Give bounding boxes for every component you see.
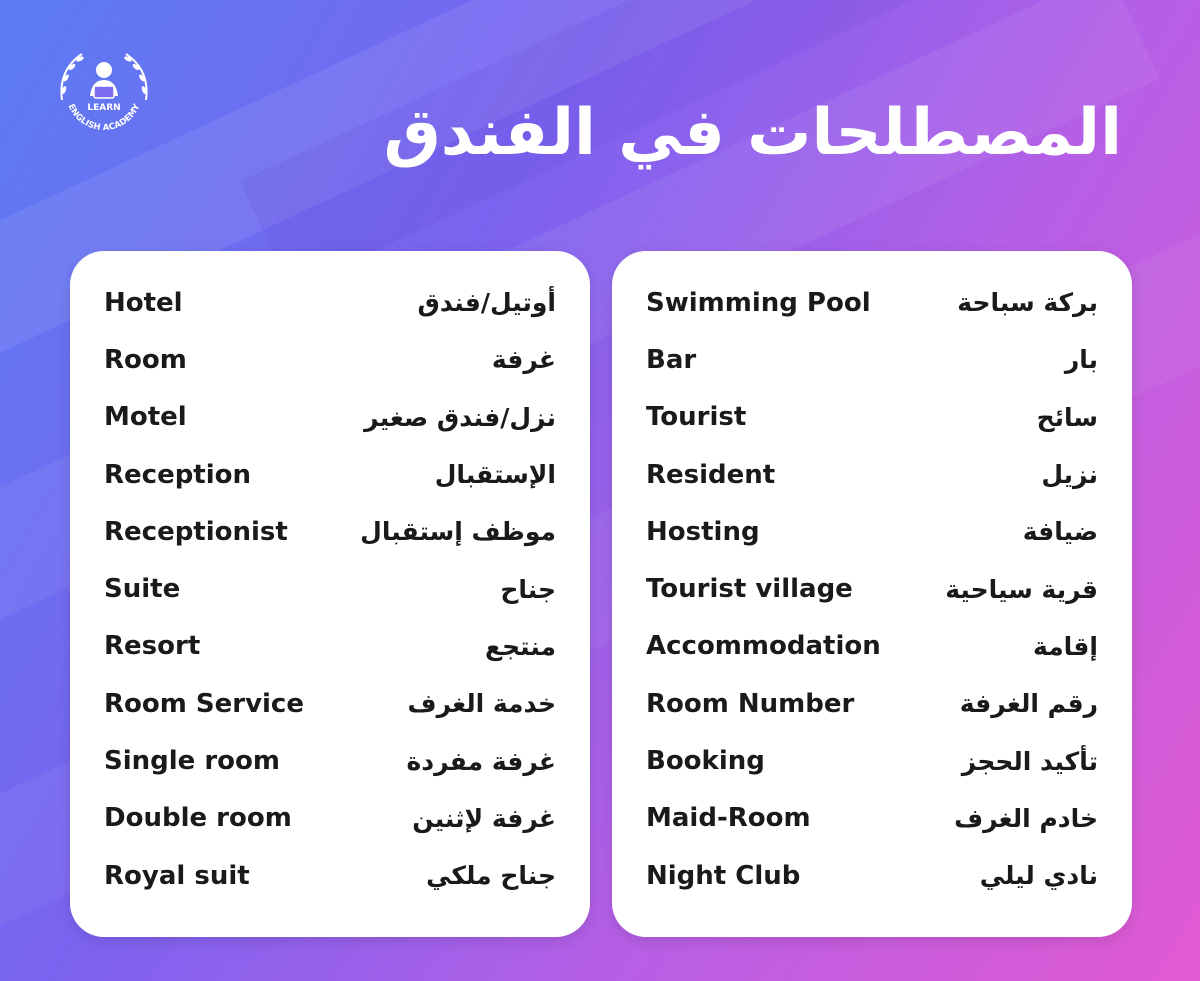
arabic-term: خادم الغرف [954, 803, 1098, 833]
vocabulary-row [104, 618, 556, 675]
english-term: Tourist [646, 402, 747, 433]
vocabulary-row [646, 675, 1098, 732]
english-term: Booking [646, 746, 765, 777]
arabic-term: جناح [500, 574, 556, 604]
english-term: Motel [104, 402, 187, 433]
vocabulary-row [646, 389, 1098, 446]
english-term: Swimming Pool [646, 287, 871, 318]
vocabulary-row [646, 790, 1098, 847]
english-term: Room Number [646, 688, 855, 719]
english-term: Tourist village [646, 574, 853, 605]
english-term: Accommodation [646, 631, 881, 662]
arabic-term: نادي ليلي [979, 861, 1098, 891]
vocabulary-row [104, 675, 556, 732]
english-term: Reception [104, 459, 252, 490]
vocabulary-row [104, 446, 556, 503]
vocabulary-list-right [646, 274, 1098, 904]
arabic-term: منتجع [485, 631, 556, 661]
english-term: Night Club [646, 860, 801, 891]
arabic-term: نزيل [1041, 460, 1098, 490]
vocabulary-row [646, 331, 1098, 388]
english-term: Double room [104, 803, 292, 834]
arabic-term: جناح ملكي [426, 861, 556, 891]
logo-emblem-icon [52, 40, 156, 144]
logo-line2: ENGLISH ACADEMY [65, 102, 143, 134]
english-term: Maid-Room [646, 803, 811, 834]
arabic-term: أوتيل/فندق [417, 288, 556, 318]
vocabulary-row [646, 732, 1098, 789]
logo-line1: LEARN [87, 103, 121, 113]
english-term: Hosting [646, 516, 760, 547]
vocabulary-row [104, 790, 556, 847]
english-term: Room Service [104, 688, 304, 719]
vocabulary-row [646, 847, 1098, 904]
arabic-term: ضيافة [1022, 517, 1098, 547]
english-term: Bar [646, 344, 697, 375]
vocabulary-row [646, 618, 1098, 675]
english-term: Single room [104, 746, 280, 777]
vocabulary-card-right [612, 251, 1132, 937]
vocabulary-row [104, 847, 556, 904]
arabic-term: موظف إستقبال [360, 517, 556, 547]
arabic-term: بركة سباحة [957, 288, 1098, 318]
english-term: Hotel [104, 287, 183, 318]
vocabulary-row [104, 732, 556, 789]
vocabulary-row [646, 503, 1098, 560]
arabic-term: إقامة [1033, 631, 1098, 661]
arabic-term: غرفة لإثنين [412, 803, 556, 833]
arabic-term: نزل/فندق صغير [364, 402, 556, 432]
arabic-term: خدمة الغرف [407, 689, 556, 719]
arabic-term: قرية سياحية [945, 574, 1098, 604]
vocabulary-list-left [104, 274, 556, 904]
english-term: Resort [104, 631, 201, 662]
vocabulary-row [104, 331, 556, 388]
arabic-term: بار [1064, 345, 1098, 375]
arabic-term: الإستقبال [434, 460, 556, 490]
english-term: Receptionist [104, 516, 288, 547]
academy-logo [52, 40, 156, 144]
english-term: Room [104, 344, 187, 375]
arabic-term: رقم الغرفة [959, 689, 1098, 719]
vocabulary-row [646, 560, 1098, 617]
english-term: Suite [104, 574, 181, 605]
arabic-term: سائح [1036, 402, 1098, 432]
vocabulary-row [104, 503, 556, 560]
vocabulary-row [104, 389, 556, 446]
vocabulary-card-left [70, 251, 590, 937]
english-term: Resident [646, 459, 776, 490]
arabic-term: تأكيد الحجز [961, 746, 1098, 776]
arabic-term: غرفة [491, 345, 556, 375]
page-title: المصطلحات في الفندق [383, 96, 1122, 170]
arabic-term: غرفة مفردة [406, 746, 556, 776]
vocabulary-row [646, 446, 1098, 503]
vocabulary-row [104, 560, 556, 617]
vocabulary-row [104, 274, 556, 331]
vocabulary-row [646, 274, 1098, 331]
english-term: Royal suit [104, 860, 250, 891]
